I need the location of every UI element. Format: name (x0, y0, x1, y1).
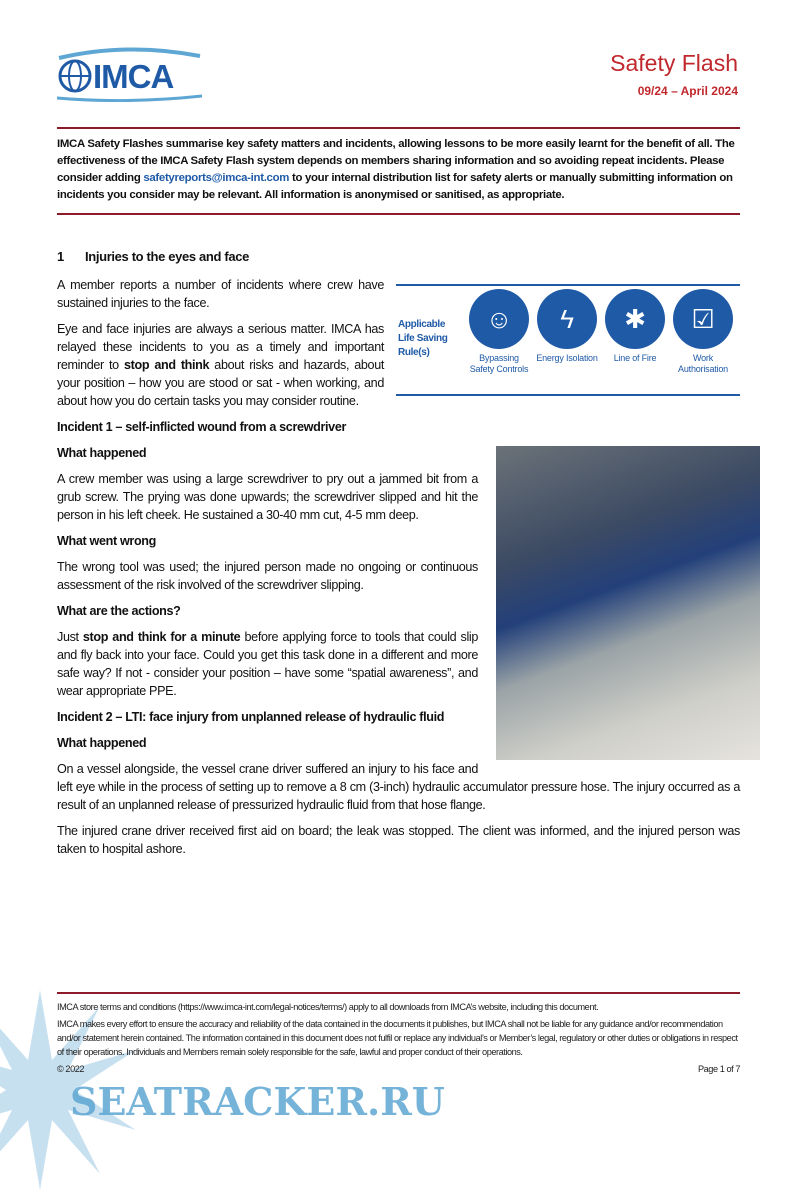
line-of-fire-icon: ✱ (605, 289, 665, 349)
footer-row (57, 1062, 740, 1076)
main-content (57, 248, 740, 866)
email-link[interactable]: safetyreports@imca-int.com (143, 172, 290, 184)
page-number: Page 1 of 7 (697, 1064, 740, 1074)
watermark: SEATRACKER.RU (70, 1079, 445, 1124)
footer-divider (57, 992, 740, 994)
subheading: What are the actions? (57, 604, 181, 618)
rule-line-of-fire: ✱ Line of Fire (602, 289, 668, 364)
energy-isolation-icon: ϟ (537, 289, 597, 349)
screwdriver-vice-photo (496, 446, 760, 760)
paragraph: The wrong tool was used; the injured person made no ongoing or continuous assessment of the risk involved of the screwdriver slipping. (57, 560, 478, 592)
rule-energy: ϟ Energy Isolation (534, 289, 600, 364)
life-saving-rules (396, 284, 740, 396)
divider (57, 213, 740, 215)
paragraph: Just stop and think for a minute before applying force to tools that could slip and fly back into your face. Could you get this task done in a different and more safe way? If not - consider your position – have some “spatial awareness”, and wear appropriate PPE. (57, 630, 478, 698)
copyright: © 2022 (57, 1064, 85, 1074)
logo-text: IMCA (93, 58, 174, 95)
rule-work-auth: ☑ Work Authorisation (670, 289, 736, 375)
lsr-label: Applicable Life Saving Rule(s) (398, 319, 448, 358)
subheading: What happened (57, 736, 147, 750)
intro-text: IMCA Safety Flashes summarise key safety matters and incidents, allowing lessons to be more easily learnt for the benefit of all. The effectiveness of the IMCA Safety Flash system depends on members sharing information and so avoiding repeat incidents. Please consider adding safetyreports@imca-int.com to your internal distribution list for safety alerts or manually submitting information on incidents you consider may be relevant. All information is anonymised or sanitised, as appropriate. (57, 138, 735, 201)
footer (57, 1000, 740, 1076)
paragraph: Eye and face injuries are always a serious matter. IMCA has relayed these incidents to you as a timely and important reminder to stop and think about risks and hazards, about your position – how you are stood or sat - when working, and about how you do certain tasks you may consider routine. (57, 322, 385, 408)
imca-logo (57, 46, 202, 102)
paragraph: A crew member was using a large screwdriver to pry out a jammed bit from a grub screw. The prying was done upwards; the screwdriver slipped and hit the person in his left cheek. He sustained a 30-40 mm cut, 4-5 mm deep. (57, 472, 478, 522)
bypassing-controls-icon: ☺ (469, 289, 529, 349)
subheading: What happened (57, 446, 147, 460)
section-heading: 1 Injuries to the eyes and face (57, 249, 249, 264)
paragraph: On a vessel alongside, the vessel crane driver suffered an injury to his face and left eye while in the process of setting up to remove a 8 cm (3-inch) hydraulic accumulator pressure hose. The injury occurred as a result of an unplanned release of pressurized hydraulic fluid from that hose flange. (57, 762, 740, 812)
incident-1-title: Incident 1 – self-inflicted wound from a screwdriver (57, 420, 347, 434)
footer-disclaimer: IMCA makes every effort to ensure the accuracy and reliability of the data contained in the documents it publishes, but IMCA shall not be liable for any guidance and/or recommendation and/or statement herein contained. The information contained in this document does not fulfil or replace any individual’s or Member’s legal, regulatory or other duties or obligations in respect of their operations. Individuals and Members remain solely responsible for the safe, lawful and proper conduct of their operations. (57, 1019, 738, 1057)
incident-2-title: Incident 2 – LTI: face injury from unplanned release of hydraulic fluid (57, 710, 445, 724)
paragraph: The injured crane driver received first aid on board; the leak was stopped. The client was informed, and the injured person was taken to hospital ashore. (57, 824, 740, 856)
doc-title: Safety Flash (610, 50, 738, 76)
footer-terms: IMCA store terms and conditions (https://www.imca-int.com/legal-notices/terms/) apply to all downloads from IMCA’s website, including this document. (57, 1002, 599, 1012)
rule-bypassing: ☺ Bypassing Safety Controls (466, 289, 532, 375)
divider (57, 127, 740, 129)
paragraph: A member reports a number of incidents where crew have sustained injuries to the face. (57, 278, 384, 310)
subheading: What went wrong (57, 534, 156, 548)
clipboard-icon: ☑ (673, 289, 733, 349)
issue-date: 09/24 – April 2024 (637, 84, 738, 98)
